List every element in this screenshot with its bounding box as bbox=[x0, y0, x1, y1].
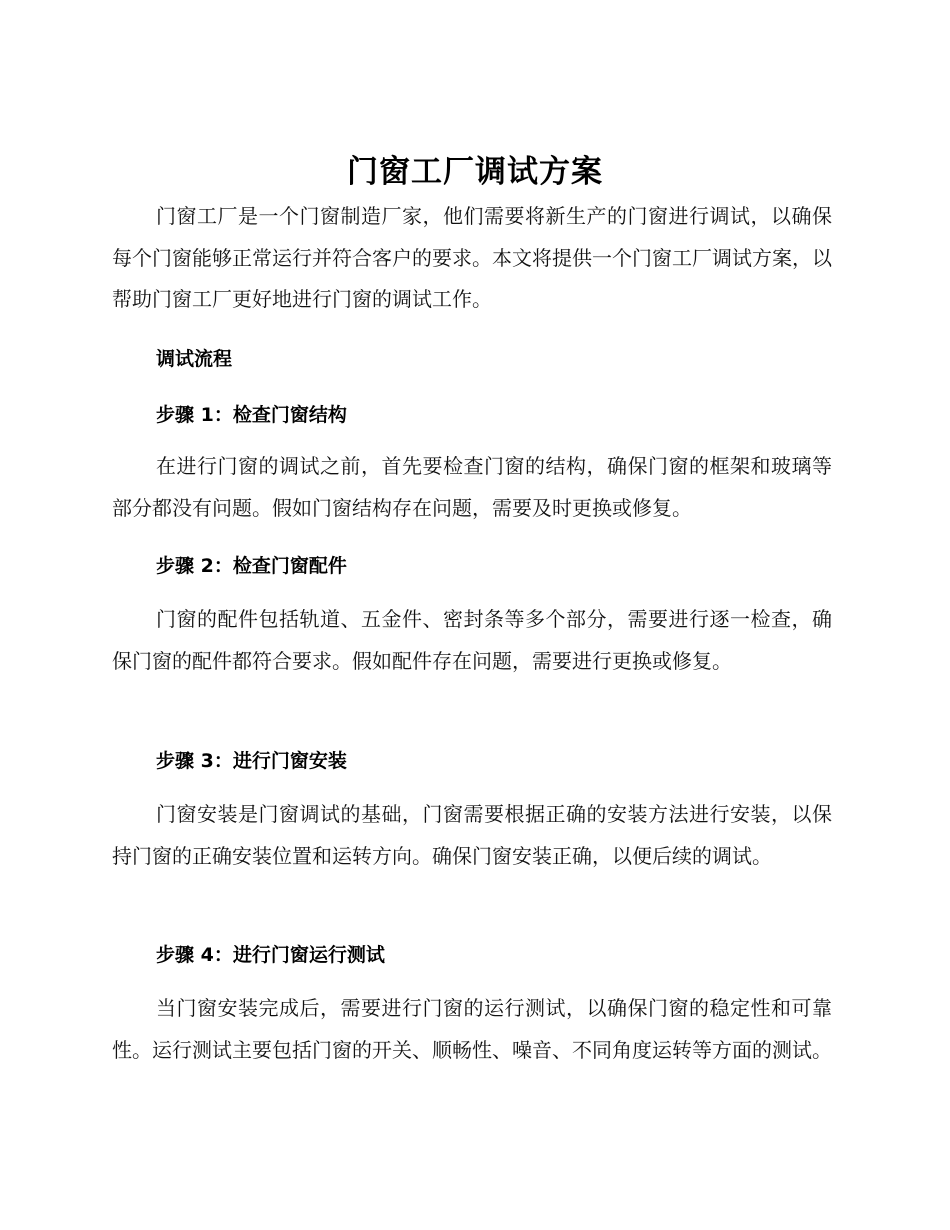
step-1-body: 在进行门窗的调试之前，首先要检查门窗的结构，确保门窗的框架和玻璃等部分都没有问题。假如门窗结构存在问题，需要及时更换或修复。 bbox=[112, 454, 832, 520]
intro-paragraph: 门窗工厂是一个门窗制造厂家，他们需要将新生产的门窗进行调试，以确保每个门窗能够正常运行并符合客户的要求。本文将提供一个门窗工厂调试方案，以帮助门窗工厂更好地进行门窗的调试工作。 bbox=[112, 204, 832, 311]
step-4-body: 当门窗安装完成后，需要进行门窗的运行测试，以确保门窗的稳定性和可靠性。运行测试主要包括门窗的开关、顺畅性、噪音、不同角度运转等方面的测试。 bbox=[112, 996, 832, 1062]
step-1-heading: 步骤 1：检查门窗结构 bbox=[156, 404, 347, 426]
step-2-body: 门窗的配件包括轨道、五金件、密封条等多个部分，需要进行逐一检查，确保门窗的配件都符合要求。假如配件存在问题，需要进行更换或修复。 bbox=[112, 607, 832, 673]
step-4-heading: 步骤 4：进行门窗运行测试 bbox=[156, 944, 385, 966]
document-title: 门窗工厂调试方案 bbox=[347, 154, 603, 190]
step-3-heading: 步骤 3：进行门窗安装 bbox=[156, 750, 347, 772]
step-3-body: 门窗安装是门窗调试的基础，门窗需要根据正确的安装方法进行安装，以保持门窗的正确安装位置和运转方向。确保门窗安装正确，以便后续的调试。 bbox=[112, 802, 832, 868]
step-2-heading: 步骤 2：检查门窗配件 bbox=[156, 555, 347, 577]
section-heading: 调试流程 bbox=[156, 348, 233, 370]
